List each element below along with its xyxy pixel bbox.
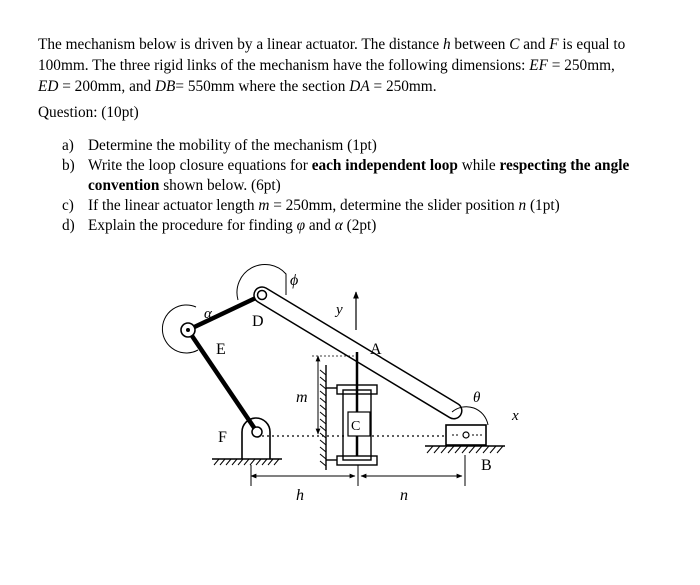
- label-n: n: [400, 487, 408, 504]
- question-item-a: a) Determine the mobility of the mechanism (1pt): [62, 137, 377, 154]
- pin-support-f: [242, 418, 270, 459]
- intro-line: ED = 200mm, and DB= 550mm where the section DA = 250mm.: [38, 78, 437, 95]
- label-phi: ϕ: [290, 272, 299, 289]
- link-ed: [188, 295, 262, 330]
- label-f: F: [218, 429, 227, 446]
- label-c: C: [351, 419, 361, 434]
- item-marker: c): [62, 197, 74, 214]
- ground-hatch-f: [212, 459, 282, 465]
- joint-f: [252, 427, 262, 437]
- question-heading: Question: (10pt): [38, 104, 139, 121]
- joint-d: [258, 291, 267, 300]
- label-a: A: [370, 341, 382, 358]
- intro-line: 100mm. The three rigid links of the mechanism have the following dimensions: EF = 250mm,: [38, 57, 615, 74]
- joint-e-pin: [186, 328, 190, 332]
- ground-hatch-c: [320, 365, 326, 470]
- intro-line: The mechanism below is driven by a linear actuator. The distance h between C and F is equal to: [38, 36, 626, 53]
- label-alpha: α: [204, 306, 212, 322]
- label-m: m: [296, 389, 308, 406]
- label-y: y: [336, 302, 343, 318]
- item-marker: d): [62, 217, 75, 234]
- joint-b: [463, 432, 469, 438]
- label-b: B: [481, 457, 492, 474]
- label-x: x: [512, 408, 519, 424]
- label-theta: θ: [473, 390, 481, 406]
- label-e: E: [216, 341, 226, 358]
- item-marker: a): [62, 137, 74, 154]
- item-marker: b): [62, 157, 75, 174]
- ground-hatch-b: [425, 446, 505, 453]
- question-item-d: d) Explain the procedure for finding φ and α (2pt): [62, 217, 377, 234]
- question-item-c: c) If the linear actuator length m = 250mm, determine the slider position n (1pt): [62, 197, 560, 214]
- label-d: D: [252, 313, 264, 330]
- question-item-b: b) Write the loop closure equations for each independent loop while respecting the angle convention shown below. (6pt): [62, 157, 630, 194]
- label-h: h: [296, 487, 304, 504]
